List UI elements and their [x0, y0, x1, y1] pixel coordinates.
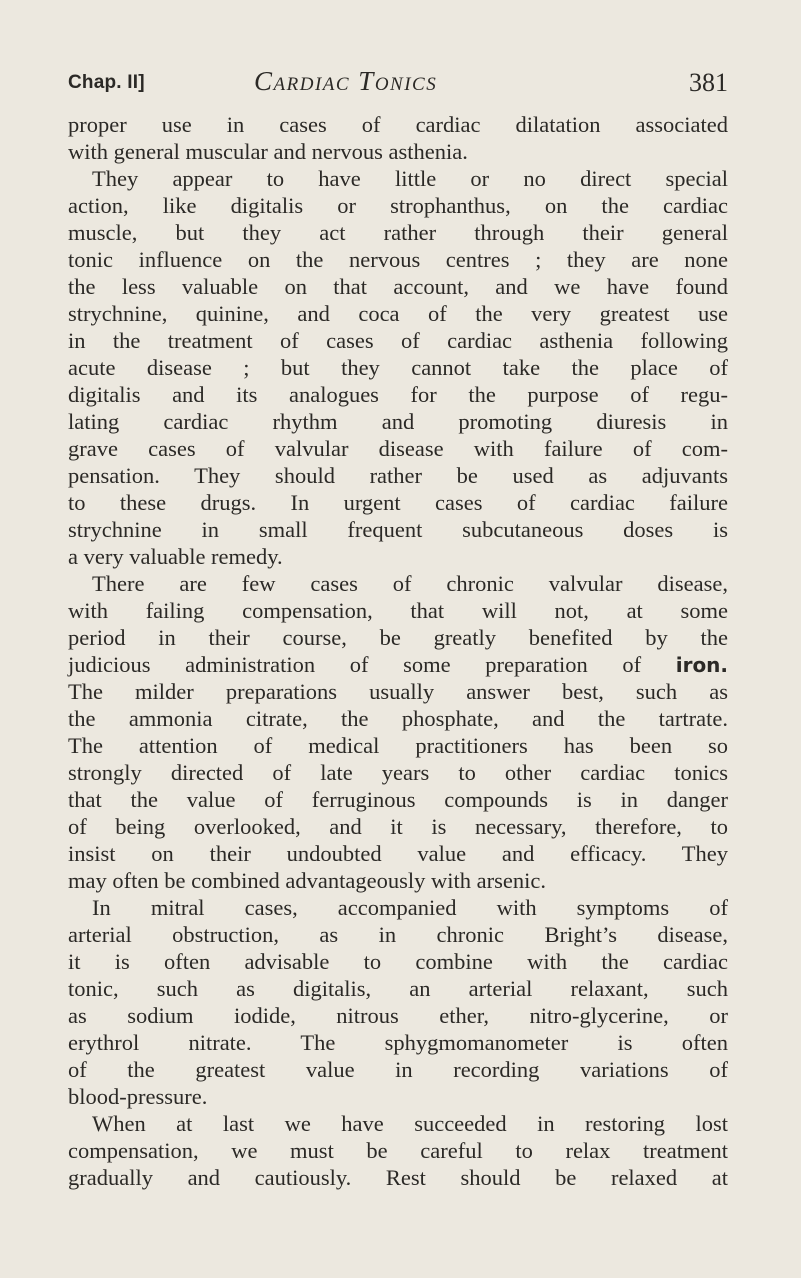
text-line: There are few cases of chronic valvular disease,: [92, 571, 728, 596]
text-line: with failing compensation, that will not, at some: [68, 598, 728, 623]
text-line: to these drugs. In urgent cases of cardiac failure: [68, 490, 728, 515]
text-line: strychnine in small frequent subcutaneous doses is: [68, 517, 728, 542]
text-line-content: judicious administration of some preparation of: [68, 652, 642, 677]
text-line: lating cardiac rhythm and promoting diuresis in: [68, 409, 728, 434]
text-line: strongly directed of late years to other cardiac tonics: [68, 760, 728, 785]
text-line: erythrol nitrate. The sphygmomanometer is often: [68, 1030, 728, 1055]
page-number: 381: [689, 68, 728, 97]
text-line: of being overlooked, and it is necessary, therefore, to: [68, 814, 728, 839]
text-line: arterial obstruction, as in chronic Bright’s disease,: [68, 922, 728, 947]
text-line: action, like digitalis or strophanthus, on the cardiac: [68, 193, 728, 218]
text-line: gradually and cautiously. Rest should be relaxed at: [68, 1165, 728, 1190]
text-line: In mitral cases, accompanied with symptoms of: [92, 895, 728, 920]
text-line: as sodium iodide, nitrous ether, nitro-glycerine, or: [68, 1003, 728, 1028]
text-line: pensation. They should rather be used as adjuvants: [68, 463, 728, 488]
text-line: proper use in cases of cardiac dilatation associated: [68, 112, 728, 137]
text-line: tonic influence on the nervous centres ; they are none: [68, 247, 728, 272]
text-line: The milder preparations usually answer best, such as: [68, 679, 728, 704]
body-text: [68, 111, 728, 1191]
text-line: blood-pressure.: [68, 1084, 208, 1109]
text-line: the less valuable on that account, and we have found: [68, 274, 728, 299]
text-line: When at last we have succeeded in restoring lost: [92, 1111, 728, 1136]
text-line: tonic, such as digitalis, an arterial relaxant, such: [68, 976, 728, 1001]
text-line: may often be combined advantageously with arsenic.: [68, 868, 546, 893]
running-title: Cardiac Tonics: [254, 66, 438, 96]
text-line: insist on their undoubted value and efficacy. They: [68, 841, 728, 866]
text-line: in the treatment of cases of cardiac asthenia following: [68, 328, 728, 353]
text-line: with general muscular and nervous asthenia.: [68, 139, 468, 164]
text-line: strychnine, quinine, and coca of the very greatest use: [68, 301, 728, 326]
text-line: muscle, but they act rather through their general: [68, 220, 728, 245]
text-line: that the value of ferruginous compounds is in danger: [68, 787, 728, 812]
text-line: of the greatest value in recording variations of: [68, 1057, 728, 1082]
text-line: a very valuable remedy.: [68, 544, 283, 569]
emphasized-term: iron.: [675, 653, 729, 677]
text-line: acute disease ; but they cannot take the place of: [68, 355, 728, 380]
text-line: period in their course, be greatly benefited by the: [68, 625, 728, 650]
text-line: They appear to have little or no direct special: [92, 166, 728, 191]
text-line: the ammonia citrate, the phosphate, and the tartrate.: [68, 706, 728, 731]
text-line: digitalis and its analogues for the purpose of regu-: [68, 382, 728, 407]
text-line: [68, 651, 728, 678]
running-header: [68, 66, 728, 102]
chapter-label: Chap. II]: [68, 72, 145, 93]
text-line: grave cases of valvular disease with failure of com-: [68, 436, 728, 461]
text-line: The attention of medical practitioners has been so: [68, 733, 728, 758]
text-line: it is often advisable to combine with the cardiac: [68, 949, 728, 974]
text-line: compensation, we must be careful to relax treatment: [68, 1138, 728, 1163]
